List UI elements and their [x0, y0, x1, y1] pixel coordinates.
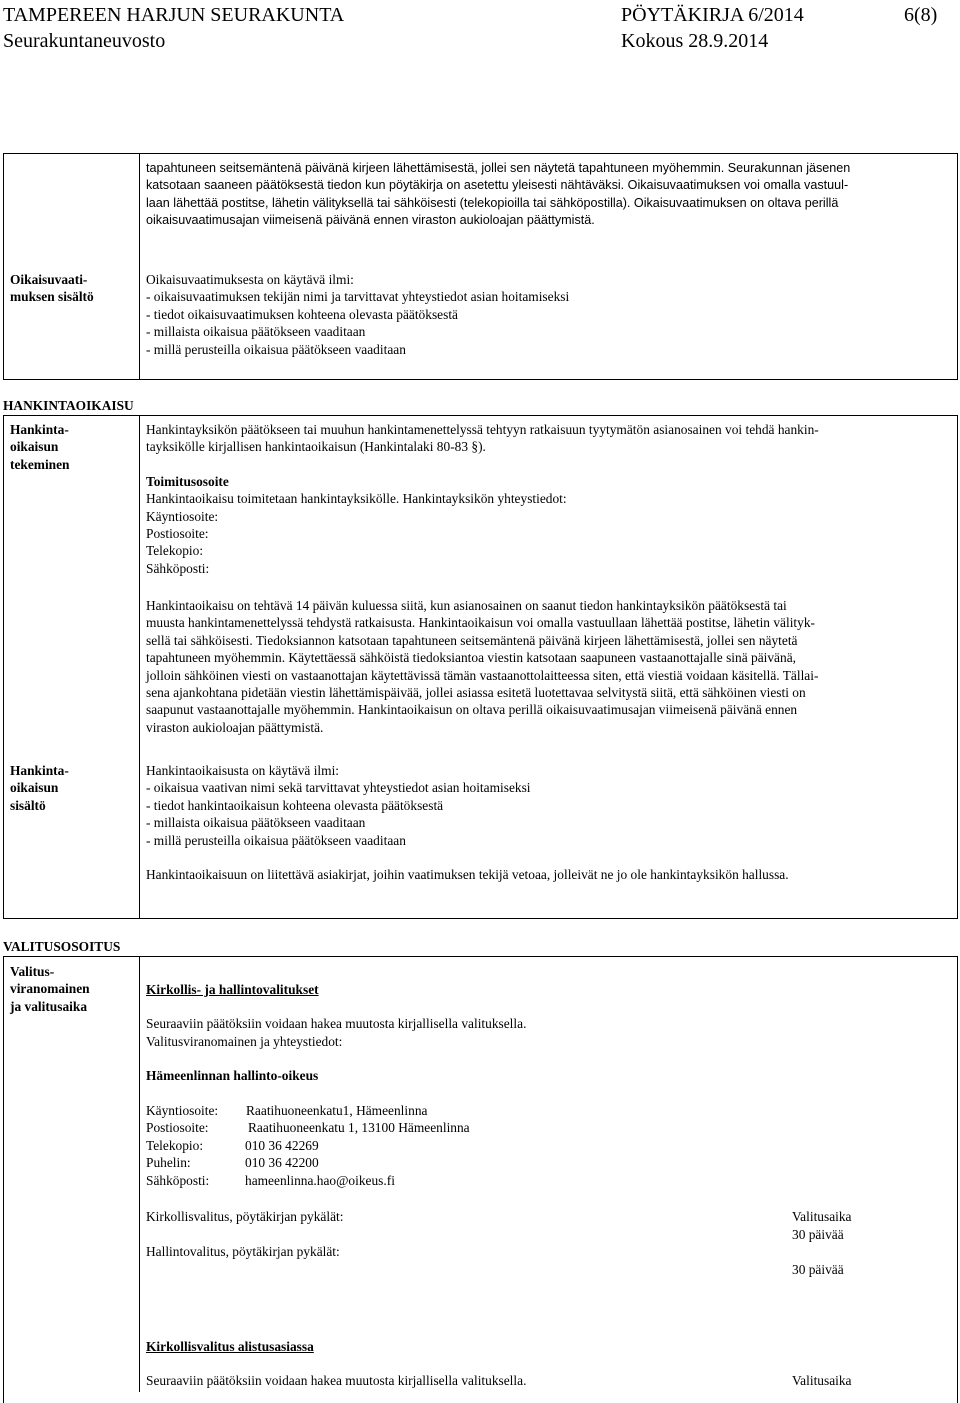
label-line: viranomainen: [10, 981, 90, 997]
text-line: oikaisuvaatimusajan viimeisenä päivänä ennen viraston aukioloajan päättymistä.: [146, 213, 595, 228]
valitus-content: [146, 981, 526, 1085]
contact-value: Raatihuoneenkatu 1, 13100 Hämeenlinna: [248, 1120, 470, 1136]
valitusaika-label: Valitusaika: [792, 1209, 852, 1224]
label-line: ja valitusaika: [10, 998, 88, 1014]
alistusasia-title: Kirkollisvalitus alistusasiassa: [146, 1339, 314, 1354]
alistus-text: Seuraaviin päätöksiin voidaan hakea muutosta kirjallisella valituksella.: [146, 1373, 527, 1388]
contact-row: [146, 1119, 470, 1136]
contact-value: hameenlinna.hao@oikeus.fi: [245, 1172, 395, 1188]
label-line: Valitus-: [10, 964, 55, 979]
page-number: 6(8): [904, 4, 938, 26]
board-name: Seurakuntaneuvosto: [3, 30, 166, 52]
column-divider: [139, 956, 140, 1392]
contact-value: 010 36 42200: [245, 1155, 319, 1171]
hankinta-aika-paragraph: [146, 597, 818, 736]
text-line: laan lähettää postitse, lähetin välityksellä tai sähköisesti (telekopioilla tai sähköpostilla). Oikaisuvaatimuksen on oltava perillä: [146, 195, 839, 210]
text-line: jolloin sähköinen viesti on vastaanottajan käytettävissä tämän vastaanottolaitteessa siten, että viestiä voidaan käsitellä. Tällai-: [146, 667, 819, 683]
text-line: saapunut vastaanottajalle myöhemmin. Hankintaoikaisun on oltava perillä oikaisuvaatimusajan viimeisenä päivänä ennen: [146, 702, 798, 718]
label-line: muksen sisältö: [10, 289, 94, 305]
label-line: Hankinta-: [10, 763, 69, 778]
list-item: - millaista oikaisua päätökseen vaaditaan: [146, 815, 366, 831]
hankinta-heading: HANKINTAOIKAISU: [3, 398, 134, 413]
contact-key: Käyntiosoite:: [146, 1103, 219, 1118]
hankinta-sisalto-list: [146, 762, 531, 849]
intro-paragraph: [146, 160, 850, 230]
sahkoposti-label: Sähköposti:: [146, 560, 210, 576]
label-line: sisältö: [10, 797, 46, 813]
hankinta-content: [146, 421, 819, 577]
list-item: - millä perusteilla oikaisua päätökseen vaaditaan: [146, 832, 406, 848]
meeting-date: Kokous 28.9.2014: [621, 30, 769, 52]
telekopio-label: Telekopio:: [146, 543, 204, 559]
list-item: - millä perusteilla oikaisua päätökseen vaaditaan: [146, 341, 406, 357]
label-line: Oikaisuvaati-: [10, 272, 88, 287]
list-item: - tiedot oikaisuvaatimuksen kohteena olevasta päätöksestä: [146, 306, 458, 322]
text-line: sena ajankohtana pidetään viestin lähettämispäivää, jollei asiassa esitetä luotettavaa selvitystä siitä, että sähköinen viesti on: [146, 685, 806, 701]
contact-row: [146, 1137, 470, 1154]
contact-key: Puhelin:: [146, 1155, 191, 1171]
hankinta-sisalto-label: [10, 762, 69, 814]
hankinta-tekeminen-label: [10, 421, 70, 473]
oikaisu-sisalto-label: [10, 271, 94, 306]
text-line: katsotaan saaneen päätöksestä tiedon kun pöytäkirja on asetettu yleisesti nähtäväksi. Oikaisuvaatimuksen voi omalla vastuul-: [146, 178, 849, 193]
column-divider: [139, 153, 140, 379]
liitteet-text: [146, 866, 789, 883]
text-line: tapahtuneen myöhemmin. Käytettäessä sähköistä tiedoksiantoa viestin katsotaan saapuneen vastaanottajalle sinä päivänä,: [146, 650, 796, 666]
text-line: viraston aukioloajan päättymistä.: [146, 719, 324, 735]
text-line: Seuraaviin päätöksiin voidaan hakea muutosta kirjallisella valituksella.: [146, 1016, 527, 1032]
list-item: - tiedot hankintaoikaisun kohteena olevasta päätöksestä: [146, 797, 444, 813]
label-line: tekeminen: [10, 456, 70, 472]
label-line: Hankinta-: [10, 422, 69, 437]
column-divider: [139, 415, 140, 918]
postiosoite-label: Postiosoite:: [146, 526, 209, 542]
court-name: Hämeenlinnan hallinto-oikeus: [146, 1068, 319, 1084]
contact-row: [146, 1154, 470, 1171]
kirkollis-hallinto-title: Kirkollis- ja hallintovalitukset: [146, 982, 319, 997]
valitus-heading: VALITUSOSOITUS: [3, 939, 121, 954]
text-line: Hankintaoikaisu on tehtävä 14 päivän kuluessa siitä, kun asianosainen on saanut tiedon hankintayksikön päätöksestä tai: [146, 598, 787, 613]
org-name: TAMPEREEN HARJUN SEURAKUNTA: [3, 4, 345, 26]
contact-value: 010 36 42269: [245, 1137, 319, 1153]
toimitusosoite-title: Toimitusosoite: [146, 473, 229, 489]
contact-value: Raatihuoneenkatu1, Hämeenlinna: [246, 1103, 428, 1118]
contact-key: Postiosoite:: [146, 1120, 209, 1136]
text-line: Valitusviranomainen ja yhteystiedot:: [146, 1033, 343, 1049]
text-line: sellä tai sähköisesti. Tiedoksiannon katsotaan tapahtuneen seitsemäntenä päivänä kirjeen lähettämisestä, jollei sen näytetä: [146, 632, 798, 648]
list-item: - millaista oikaisua päätökseen vaaditaan: [146, 324, 366, 340]
text-line: tayksikölle kirjallisen hankintaoikaisun (Hankintalaki 80-83 §).: [146, 439, 486, 455]
contact-row: [146, 1172, 470, 1189]
court-contacts: [146, 1102, 470, 1189]
contact-row: [146, 1102, 470, 1119]
kirkollisvalitus-days: 30 päivää: [792, 1227, 844, 1242]
list-item: - oikaisuvaatimuksen tekijän nimi ja tarvittavat yhteystiedot asian hoitamiseksi: [146, 289, 570, 305]
text-line: Hankintaoikaisuun on liitettävä asiakirjat, joihin vaatimuksen tekijä vetoaa, jolleivät ne jo ole hankintayksikön hallussa.: [146, 867, 789, 882]
list-item: - oikaisua vaativan nimi sekä tarvittavat yhteystiedot asian hoitamiseksi: [146, 780, 531, 796]
list-item: Hankintaoikaisusta on käytävä ilmi:: [146, 763, 340, 778]
valitus-label: [10, 963, 90, 1015]
label-line: oikaisun: [10, 780, 59, 796]
alistus-valitusaika-label: Valitusaika: [792, 1373, 852, 1388]
kayntiosoite-label: Käyntiosoite:: [146, 508, 219, 524]
text-line: Hankintaoikaisu toimitetaan hankintayksikölle. Hankintayksikön yhteystiedot:: [146, 491, 567, 507]
oikaisu-sisalto-list: [146, 271, 569, 358]
contact-key: Sähköposti:: [146, 1172, 210, 1188]
document-title: PÖYTÄKIRJA 6/2014: [621, 4, 804, 26]
kirkollisvalitus-pykalat: Kirkollisvalitus, pöytäkirjan pykälät:: [146, 1209, 344, 1224]
hallintovalitus-days: 30 päivää: [792, 1262, 844, 1277]
list-item: Oikaisuvaatimuksesta on käytävä ilmi:: [146, 272, 354, 287]
contact-key: Telekopio:: [146, 1137, 204, 1153]
label-line: oikaisun: [10, 439, 59, 455]
text-line: Hankintayksikön päätökseen tai muuhun hankintamenettelyssä tehtyyn ratkaisuun tyytymätön asianosainen voi tehdä hankin-: [146, 422, 819, 437]
text-line: tapahtuneen seitsemäntenä päivänä kirjeen lähettämisestä, jollei sen näytetä tapahtuneen myöhemmin. Seurakunnan jäsenen: [146, 161, 851, 175]
text-line: muusta hankintamenettelyssä tehdystä ratkaisusta. Hankintaoikaisun voi omalla vastuullaan lähettää postitse, lähetin välityk-: [146, 615, 815, 631]
hallintovalitus-pykalat: Hallintovalitus, pöytäkirjan pykälät:: [146, 1244, 340, 1259]
